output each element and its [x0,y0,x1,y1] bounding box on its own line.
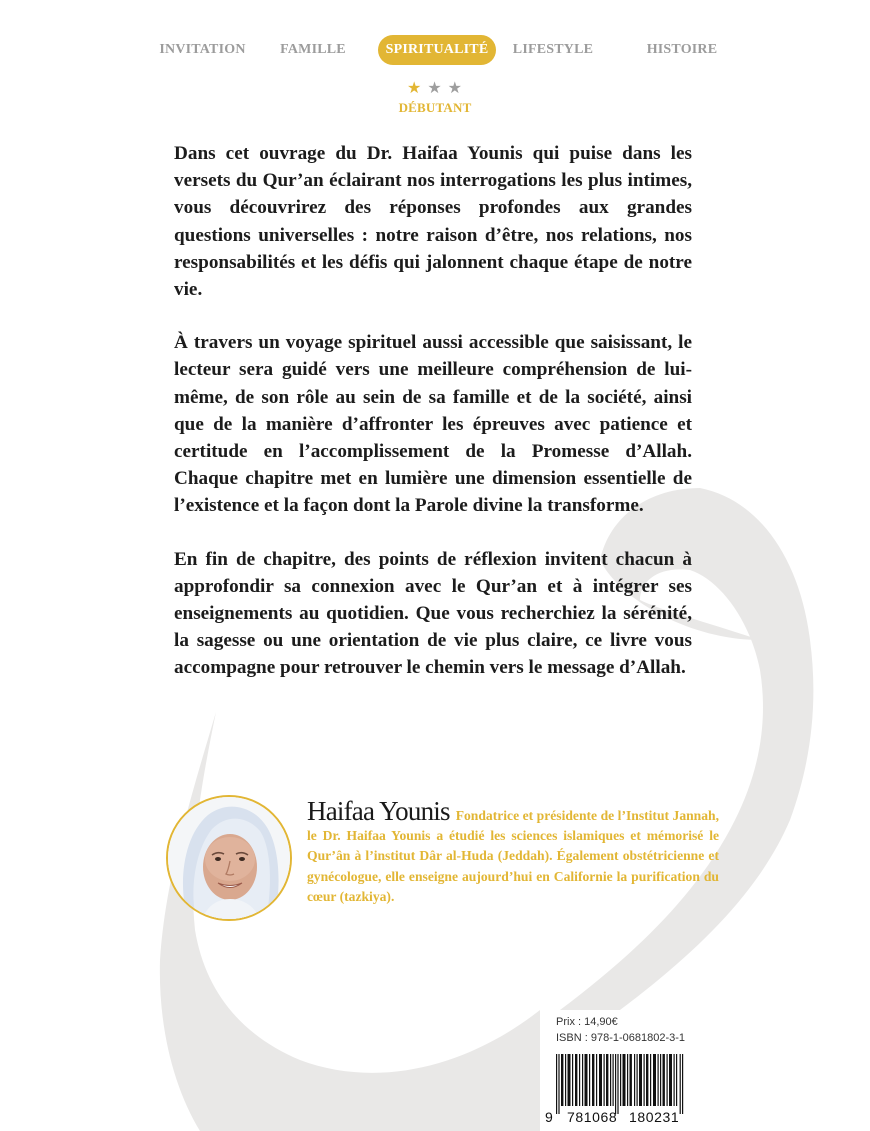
book-description [174,140,692,708]
author-name: Haifaa Younis [307,796,450,826]
barcode-icon [556,1054,684,1114]
star-empty-icon: ★ [447,80,464,97]
tab-famille[interactable]: FAMILLE [280,42,346,57]
author-bio [307,796,719,907]
price-label: Prix : 14,90€ [556,1016,618,1028]
difficulty-label: DÉBUTANT [398,100,472,115]
difficulty-stars [385,80,485,98]
tab-spiritualite[interactable]: SPIRITUALITÉ [378,35,496,65]
tab-lifestyle[interactable]: LIFESTYLE [512,42,594,57]
difficulty-level [385,80,485,116]
barcode-digit-group-2: 180231 [629,1109,680,1125]
description-paragraph: Dans cet ouvrage du Dr. Haifaa Younis qui puise dans les versets du Qur’an éclairant nos interrogations les plus intimes, vous découvrirez des réponses profondes aux grandes questions universelles : notre raison d’être, nos relations, nos responsabilités et les défis qui jalonnent chaque étape de notre vie. [174,143,692,301]
author-section [166,795,726,925]
price-isbn-box [540,1010,740,1131]
star-empty-icon: ★ [427,80,443,97]
author-avatar [166,795,292,921]
description-paragraph: En fin de chapitre, des points de réflexion invitent chacun à approfondir sa connexion avec le Qur’an et à intégrer ses enseignements au quotidien. Que vous recherchiez la sérénité, la sagesse ou une orientation de vie plus claire, ce livre vous accompagne pour retrouver le chemin vers le message d’Allah. [174,548,692,679]
description-paragraph: À travers un voyage spirituel aussi accessible que saisissant, le lecteur sera guidé vers une meilleure compréhension de lui-même, de son rôle au sein de sa famille et de la société, ainsi que de la manière d’affronter les épreuves avec patience et certitude en l’accomplissement de la Promesse d’Allah. Chaque chapitre met en lumière une dimension essentielle de l’existence et la façon dont la Parole divine la transforme. [174,332,692,517]
tab-invitation[interactable]: INVITATION [159,42,246,57]
barcode-digit-first: 9 [545,1109,553,1125]
category-tabs [140,35,740,65]
author-bio-text: Fondatrice et présidente de l’Institut Jannah, le Dr. Haifaa Younis a étudié les sciences islamiques et mémorisé le Qur’ân à l’institut Dâr al-Huda (Jeddah). Également obstétricienne et gynécologue, elle enseigne aujourd’hui en Californie la purification du cœur (tazkiya). [307,808,719,904]
barcode-digit-group-1: 781068 [567,1109,618,1125]
tab-histoire[interactable]: HISTOIRE [646,42,718,57]
author-portrait-icon [168,797,290,919]
isbn-label: ISBN : 978-1-0681802-3-1 [556,1032,686,1044]
star-filled-icon: ★ [406,80,423,97]
